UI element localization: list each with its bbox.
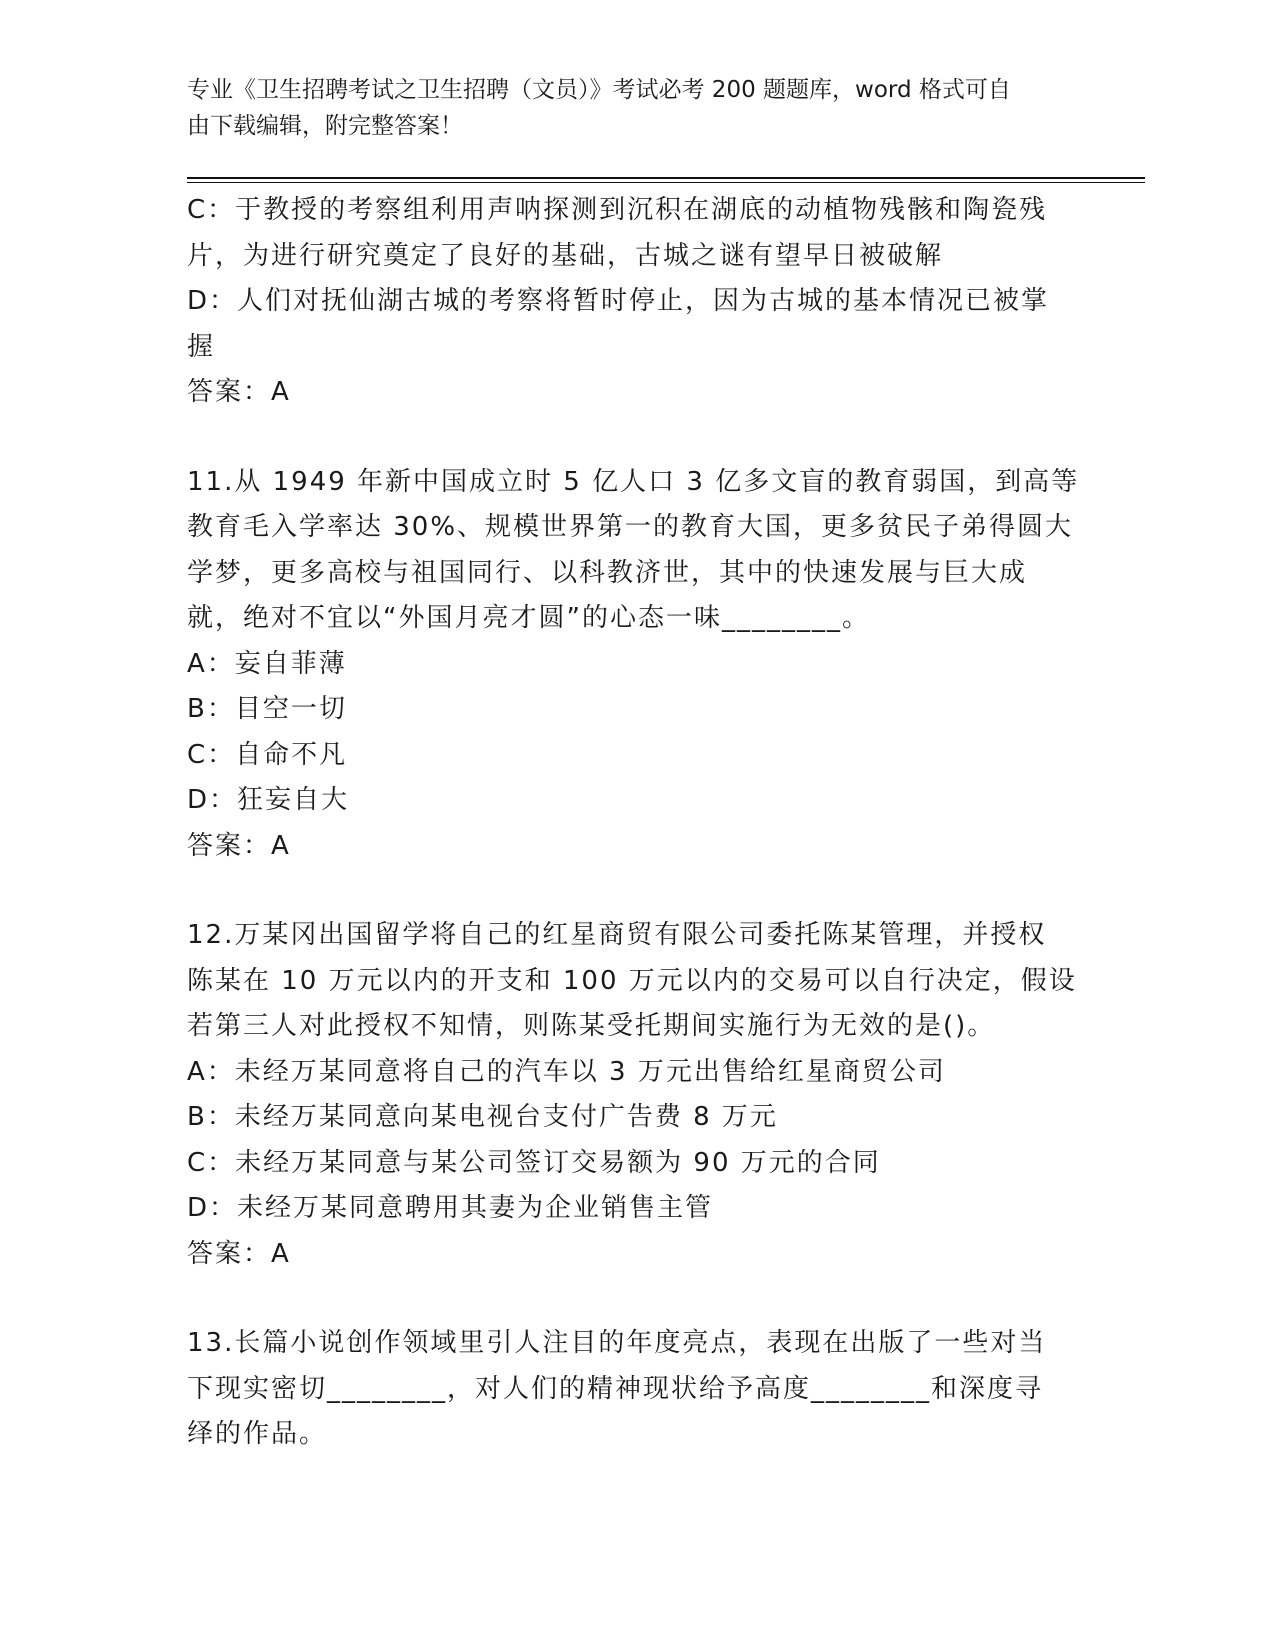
header-line-2: 由下载编辑，附完整答案！ xyxy=(187,113,463,139)
answer: 答案：A xyxy=(187,830,291,861)
option-d: D：未经万某同意聘用其妻为企业销售主管 xyxy=(187,1193,714,1223)
question-text: 13.长篇小说创作领域里引人注目的年度亮点，表现在出版了一些对当 xyxy=(187,1328,1047,1358)
question-text: 下现实密切________，对人们的精神现状给予高度________和深度寻 xyxy=(187,1373,1044,1404)
question-text: 若第三人对此授权不知情，则陈某受托期间实施行为无效的是()。 xyxy=(187,1011,996,1041)
option-d: D：狂妄自大 xyxy=(187,785,350,815)
question-text: 11.从 1949 年新中国成立时 5 亿人口 3 亿多文盲的教育弱国，到高等 xyxy=(187,466,1080,497)
document-header xyxy=(187,72,1067,144)
header-divider-thick xyxy=(187,177,1145,179)
option-b: B：目空一切 xyxy=(187,694,347,724)
question-12 xyxy=(187,913,1087,1277)
question-text: 12.万某冈出国留学将自己的红星商贸有限公司委托陈某管理，并授权 xyxy=(187,920,1047,950)
question-text: 就，绝对不宜以“外国月亮才圆”的心态一味________。 xyxy=(187,603,870,633)
option-a: A：妄自菲薄 xyxy=(187,648,347,679)
question-13 xyxy=(187,1321,1087,1458)
option-c: C：未经万某同意与某公司签订交易额为 90 万元的合同 xyxy=(187,1147,881,1178)
header-line-1: 专业《卫生招聘考试之卫生招聘（文员）》考试必考 200 题题库，word 格式可自 xyxy=(187,77,1011,103)
option-c: C：于教授的考察组利用声呐探测到沉积在湖底的动植物残骸和陶瓷残 xyxy=(187,195,1048,225)
option-b: B：未经万某同意向某电视台支付广告费 8 万元 xyxy=(187,1102,778,1132)
document-body xyxy=(187,188,1087,1458)
question-text: 学梦，更多高校与祖国同行、以科教济世，其中的快速发展与巨大成 xyxy=(187,557,1028,588)
header-divider-thin xyxy=(187,182,1145,183)
question-text: 绎的作品。 xyxy=(187,1419,328,1449)
option-d: D：人们对抚仙湖古城的考察将暂时停止，因为古城的基本情况已被掌 xyxy=(187,286,1050,316)
question-text: 陈某在 10 万元以内的开支和 100 万元以内的交易可以自行决定，假设 xyxy=(187,965,1077,996)
answer: 答案：A xyxy=(187,1238,291,1269)
question-10-continued xyxy=(187,188,1087,416)
option-d-continued: 握 xyxy=(187,331,216,362)
option-a: A：未经万某同意将自己的汽车以 3 万元出售给红星商贸公司 xyxy=(187,1056,946,1087)
answer: 答案：A xyxy=(187,377,291,407)
option-c: C：自命不凡 xyxy=(187,739,348,770)
question-text: 教育毛入学率达 30%、规模世界第一的教育大国，更多贫民子弟得圆大 xyxy=(187,512,1074,542)
option-c-continued: 片，为进行研究奠定了良好的基础，古城之谜有望早日被破解 xyxy=(187,240,944,271)
question-11 xyxy=(187,460,1087,870)
